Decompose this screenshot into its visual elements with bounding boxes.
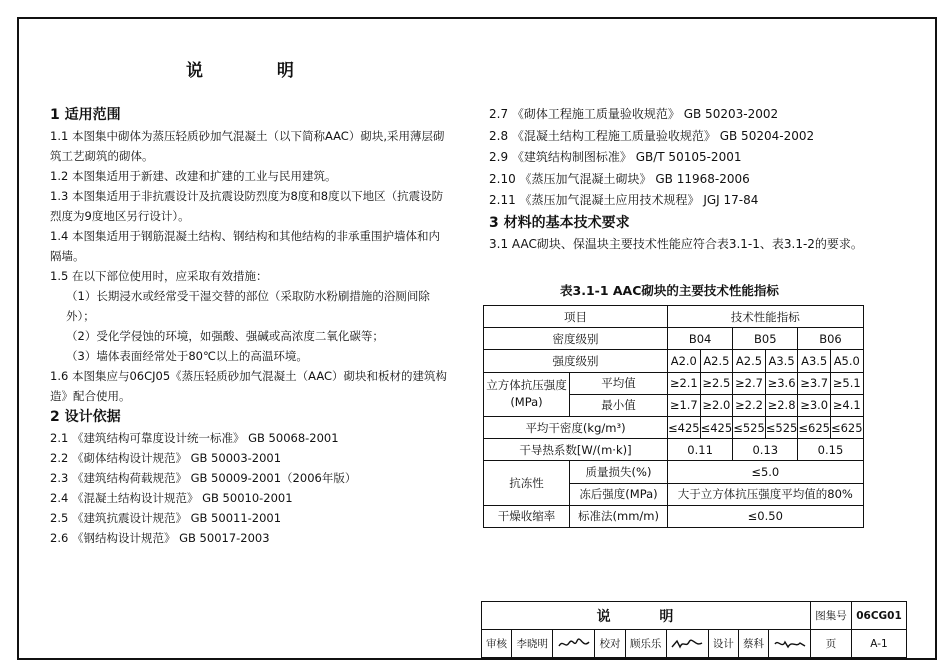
min-cell: ≥2.2 — [733, 394, 766, 416]
section-1-heading: 1 适用范围 — [50, 107, 121, 123]
density-cell: B06 — [798, 328, 863, 350]
shrink-value: ≤0.50 — [668, 505, 864, 527]
ref-item: 2.7 《砌体工程施工质量验收规范》 GB 50203-2002 — [489, 107, 779, 121]
min-cell: ≥1.7 — [668, 394, 701, 416]
compressive-unit: (MPa) — [510, 395, 543, 410]
para-1-2: 1.2 本图集适用于新建、改建和扩建的工业与民用建筑。 — [50, 169, 337, 183]
ref-item: 2.10 《蒸压加气混凝土砌块》 GB 11968-2006 — [489, 171, 750, 186]
dry-density-cell: ≤425 — [700, 416, 733, 438]
review-label: 审核 — [482, 630, 512, 658]
reviewer-signature — [553, 630, 595, 658]
page-no: A-1 — [852, 630, 907, 658]
left-column — [50, 104, 450, 548]
ref-item: 2.2 《砌体结构设计规范》 GB 50003-2001 — [50, 451, 282, 465]
strength-grade-label: 强度级别 — [484, 350, 668, 372]
signature-icon — [671, 638, 703, 650]
min-label: 最小值 — [570, 394, 668, 416]
atlas-label: 图集号 — [811, 602, 852, 630]
para-1-5: 1.5 在以下部位使用时，应采取有效措施： — [50, 269, 268, 283]
dry-density-cell: ≤425 — [668, 416, 701, 438]
atlas-no: 06CG01 — [852, 602, 907, 630]
checker-name: 顾乐乐 — [625, 630, 666, 658]
check-label: 校对 — [595, 630, 625, 658]
design-label: 设计 — [708, 630, 738, 658]
title-block-row — [482, 630, 907, 658]
title-block-title — [482, 602, 811, 630]
ref-item: 2.4 《混凝土结构设计规范》 GB 50010-2001 — [50, 491, 293, 505]
signature-icon — [558, 638, 590, 650]
mass-loss-label: 质量损失(%) — [570, 461, 668, 483]
dry-density-cell: ≤525 — [765, 416, 798, 438]
para-3-1: 3.1 AAC砌块、保温块主要技术性能应符合表3.1-1、表3.1-2的要求。 — [489, 236, 863, 251]
avg-cell: ≥3.6 — [765, 372, 798, 394]
table-row — [484, 461, 864, 483]
title-block-row — [482, 602, 907, 630]
signature-icon — [774, 638, 806, 650]
spec-table — [483, 305, 864, 528]
thermal-cell: 0.15 — [798, 439, 863, 461]
thermal-label: 干导热系数[W/(m·k)] — [484, 439, 668, 461]
reviewer-name: 李晓明 — [512, 630, 553, 658]
checker-signature — [666, 630, 708, 658]
header-tech: 技术性能指标 — [668, 306, 864, 328]
post-strength-value: 大于立方体抗压强度平均值的80% — [668, 483, 864, 505]
dry-density-cell: ≤525 — [733, 416, 766, 438]
table-row — [484, 372, 864, 394]
avg-cell: ≥2.1 — [668, 372, 701, 394]
post-strength-label: 冻后强度(MPa) — [570, 483, 668, 505]
table-row — [484, 505, 864, 527]
ref-item: 2.3 《建筑结构荷载规范》 GB 50009-2001（2006年版） — [50, 471, 357, 485]
shrink-method: 标准法(mm/m) — [570, 505, 668, 527]
mass-loss-value: ≤5.0 — [668, 461, 864, 483]
density-grade-label: 密度级别 — [484, 328, 668, 350]
para-1-1: 1.1 本图集中砌体为蒸压轻质砂加气混凝土（以下简称AAC）砌块,采用薄层砌筑工艺砌筑的砌体。 — [50, 129, 445, 163]
min-cell: ≥2.8 — [765, 394, 798, 416]
ref-item: 2.11 《蒸压加气混凝土应用技术规程》 JGJ 17-84 — [489, 193, 759, 208]
shrink-label: 干燥收缩率 — [484, 505, 570, 527]
para-1-5-3: （3）墙体表面经常处于80℃以上的高温环境。 — [66, 349, 308, 363]
page-title: 说 明 — [186, 61, 328, 81]
avg-label: 平均值 — [570, 372, 668, 394]
compressive-label-text: 立方体抗压强度 — [486, 378, 567, 393]
frost-label: 抗冻性 — [484, 461, 570, 505]
para-1-5-2: （2）受化学侵蚀的环境，如强酸、强碱或高浓度二氧化碳等； — [66, 329, 384, 343]
avg-cell: ≥2.5 — [700, 372, 733, 394]
avg-cell: ≥2.7 — [733, 372, 766, 394]
dry-density-label: 平均干密度(kg/m³) — [484, 416, 668, 438]
ref-item: 2.9 《建筑结构制图标准》 GB/T 50105-2001 — [489, 150, 742, 165]
strength-cell: A2.5 — [733, 350, 766, 372]
para-1-4: 1.4 本图集适用于钢筋混凝土结构、钢结构和其他结构的非承重围护墙体和内隔墙。 — [50, 229, 440, 263]
designer-signature — [769, 630, 811, 658]
thermal-cell: 0.11 — [668, 439, 733, 461]
ref-item: 2.5 《建筑抗震设计规范》 GB 50011-2001 — [50, 511, 282, 525]
designer-name: 蔡科 — [738, 630, 768, 658]
page-label: 页 — [811, 630, 852, 658]
table-row — [484, 328, 864, 350]
section-3-heading: 3 材料的基本技术要求 — [489, 214, 630, 231]
para-1-3: 1.3 本图集适用于非抗震设计及抗震设防烈度为8度和8度以下地区（抗震设防烈度为9度地区另行设计）。 — [50, 189, 444, 223]
right-column — [489, 104, 919, 256]
min-cell: ≥2.0 — [700, 394, 733, 416]
density-cell: B05 — [733, 328, 798, 350]
title-block — [481, 601, 907, 658]
avg-cell: ≥3.7 — [798, 372, 831, 394]
table-row — [484, 350, 864, 372]
para-1-6: 1.6 本图集应与06CJ05《蒸压轻质砂加气混凝土（AAC）砌块和板材的建筑构造》配合使用。 — [50, 369, 448, 403]
strength-cell: A2.0 — [668, 350, 701, 372]
table-row — [484, 439, 864, 461]
density-cell: B04 — [668, 328, 733, 350]
table-row — [484, 306, 864, 328]
min-cell: ≥4.1 — [830, 394, 863, 416]
table-row — [484, 416, 864, 438]
title-block-title-text: 说 明 — [596, 608, 696, 625]
min-cell: ≥3.0 — [798, 394, 831, 416]
compressive-label — [484, 372, 570, 416]
strength-cell: A2.5 — [700, 350, 733, 372]
ref-item: 2.1 《建筑结构可靠度设计统一标准》 GB 50068-2001 — [50, 431, 339, 445]
ref-item: 2.6 《钢结构设计规范》 GB 50017-2003 — [50, 531, 270, 545]
strength-cell: A3.5 — [765, 350, 798, 372]
strength-cell: A5.0 — [830, 350, 863, 372]
header-item: 项目 — [484, 306, 668, 328]
ref-item: 2.8 《混凝土结构工程施工质量验收规范》 GB 50204-2002 — [489, 128, 815, 143]
section-2-heading: 2 设计依据 — [50, 409, 121, 425]
para-1-5-1: （1）长期浸水或经常受干湿交替的部位（采取防水粉刷措施的浴厕间除外）； — [66, 289, 430, 323]
strength-cell: A3.5 — [798, 350, 831, 372]
table-title: 表3.1-1 AAC砌块的主要技术性能指标 — [560, 283, 779, 298]
dry-density-cell: ≤625 — [830, 416, 863, 438]
dry-density-cell: ≤625 — [798, 416, 831, 438]
thermal-cell: 0.13 — [733, 439, 798, 461]
avg-cell: ≥5.1 — [830, 372, 863, 394]
